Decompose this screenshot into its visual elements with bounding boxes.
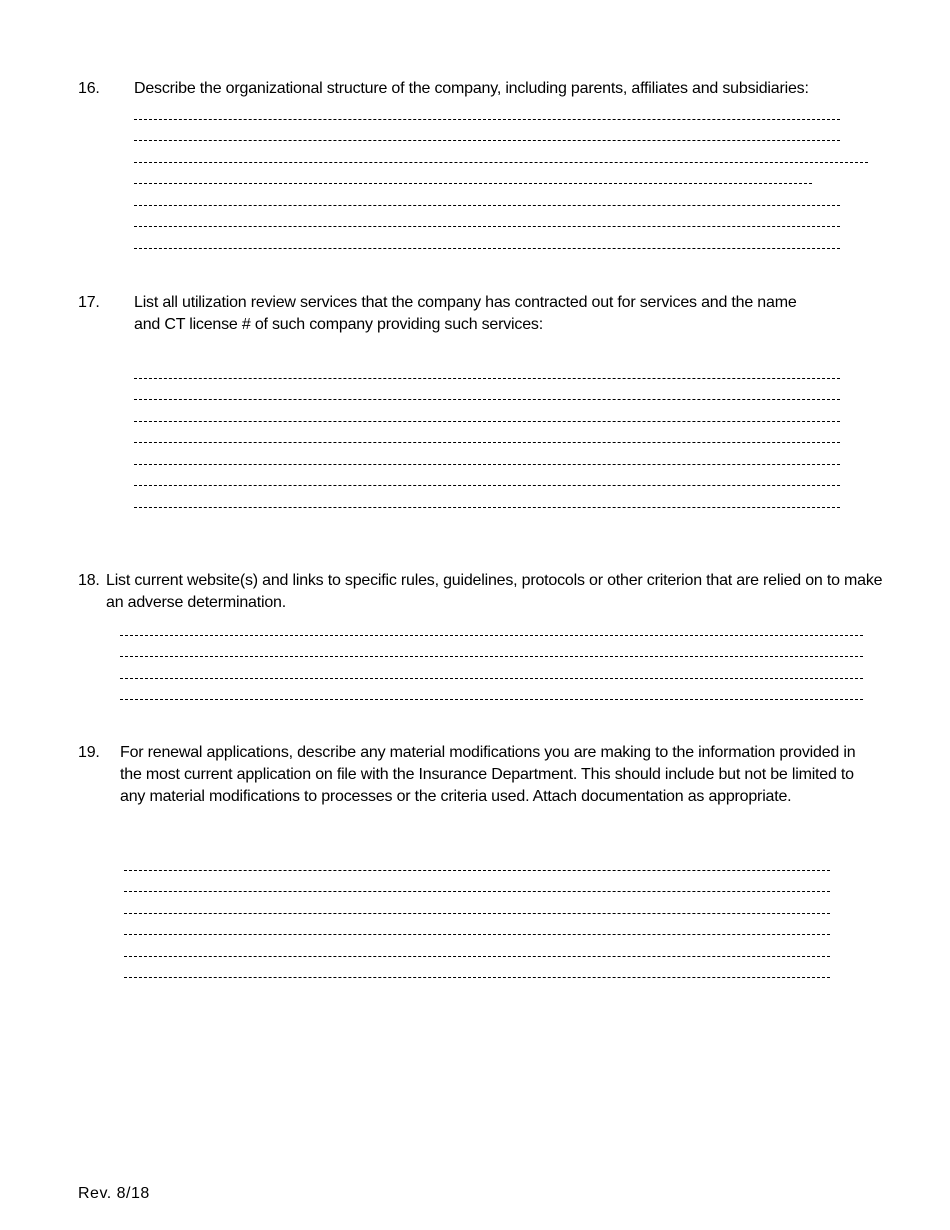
answer-line[interactable]: [124, 898, 830, 920]
answer-line[interactable]: [134, 169, 812, 191]
question-number: 16.: [78, 80, 100, 97]
answer-line[interactable]: [120, 642, 863, 664]
answer-line[interactable]: [134, 385, 840, 407]
answer-line[interactable]: [134, 147, 868, 169]
answer-line[interactable]: [134, 126, 840, 148]
answer-lines-19[interactable]: [124, 855, 830, 984]
question-text: Describe the organizational structure of the company, including parents, affiliates and subsidiaries:: [134, 80, 809, 97]
answer-lines-18[interactable]: [120, 620, 863, 706]
answer-line[interactable]: [124, 941, 830, 963]
answer-line[interactable]: [134, 471, 840, 493]
question-text: List all utilization review services that the company has contracted out for services and the name and CT license # of such company providing such services:: [134, 294, 797, 333]
answer-lines-17[interactable]: [134, 363, 840, 514]
answer-line[interactable]: [124, 920, 830, 942]
answer-line[interactable]: [120, 685, 863, 707]
answer-line[interactable]: [124, 877, 830, 899]
answer-line[interactable]: [134, 212, 840, 234]
answer-lines-16[interactable]: [134, 104, 840, 255]
answer-line[interactable]: [120, 663, 863, 685]
question-text: For renewal applications, describe any material modifications you are making to the information provided in the most current application on file with the Insurance Department. This should include but not be limited to any material modifications to processes or the criteria used. Attach documentation as appropriate.: [120, 744, 856, 805]
revision-label: Rev. 8/18: [78, 1185, 150, 1202]
question-text: List current website(s) and links to specific rules, guidelines, protocols or other criterion that are relied on to make an adverse determination.: [106, 572, 883, 611]
answer-line[interactable]: [134, 406, 840, 428]
answer-line[interactable]: [134, 104, 840, 126]
answer-line[interactable]: [134, 428, 840, 450]
question-number: 17.: [78, 294, 100, 311]
answer-line[interactable]: [124, 855, 830, 877]
question-number: 18.: [78, 572, 100, 589]
answer-line[interactable]: [120, 620, 863, 642]
answer-line[interactable]: [134, 492, 840, 514]
answer-line[interactable]: [134, 190, 840, 212]
answer-line[interactable]: [134, 233, 840, 255]
answer-line[interactable]: [124, 963, 830, 985]
answer-line[interactable]: [134, 449, 840, 471]
answer-line[interactable]: [134, 363, 840, 385]
question-number: 19.: [78, 744, 100, 761]
